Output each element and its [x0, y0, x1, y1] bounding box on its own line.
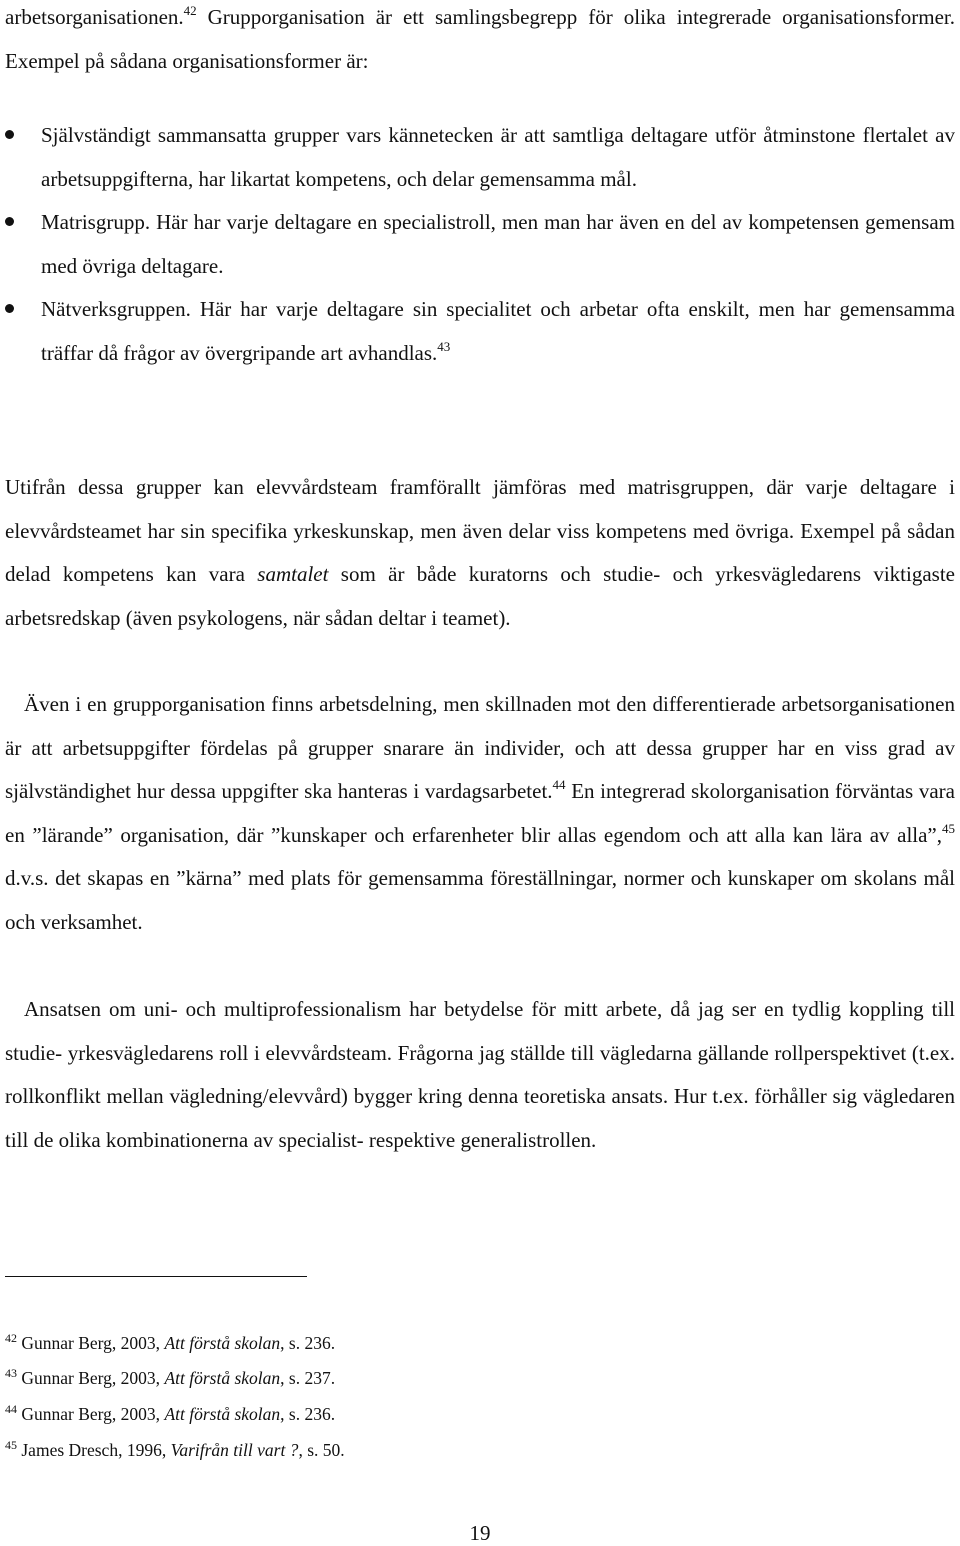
bullet-icon	[5, 304, 14, 313]
list-item-text	[41, 288, 955, 375]
footnote-text: , s. 236.	[280, 1404, 336, 1424]
list-item	[0, 288, 960, 375]
footnote-number: 44	[5, 1402, 17, 1416]
footnote-text: , s. 50.	[298, 1440, 345, 1460]
para2-text-a: Även i en grupporganisation finns arbetsdelning, men skillnaden mot den differentierade arbetsorganisationen är att arbetsuppgifter fördelas på grupper snarare än individer, och att dessa grupper har en viss grad av självständighet hur dessa uppgifter ska hanteras i vardagsarbetet.	[5, 692, 955, 804]
footnote-title: Att förstå skolan	[164, 1404, 281, 1424]
footnote-ref-44[interactable]: 44	[552, 777, 566, 793]
bullet-icon	[5, 130, 14, 139]
footnote-ref-45[interactable]: 45	[942, 820, 955, 836]
para1-emphasis: samtalet	[257, 562, 329, 587]
para1-text-b: som är både kuratorns och studie- och yrkesvägledarens viktigaste arbetsredskap (även psykologens, när sådan deltar i teamet).	[5, 562, 955, 630]
intro-paragraph	[5, 0, 955, 83]
footnote-title: Att förstå skolan	[164, 1368, 281, 1388]
footnote-text: Gunnar Berg, 2003,	[17, 1404, 165, 1424]
para3-text: Ansatsen om uni- och multiprofessionalism har betydelse för mitt arbete, då jag ser en tydlig koppling till studie- yrkesvägledarens roll i elevvårdsteam. Frågorna jag ställde till vägledarna gällande rollperspektivet (t.ex. rollkonflikt mellan vägledning/elevvård) bygger kring denna teoretiska ansats. Hur t.ex. förhåller sig vägledaren till de olika kombinationerna av specialist- respektive generalistrollen.	[5, 997, 955, 1152]
list-item-term: Självständigt sammansatta grupper vars kännetecken är att samtliga deltagare utför åtminstone flertalet av arbetsuppgifterna, har likartat kompetens, och delar gemensamma mål.	[41, 123, 955, 191]
body-paragraph-2	[5, 683, 955, 945]
body-paragraph-3	[5, 988, 955, 1162]
list-item	[0, 201, 960, 288]
footnote-title: Varifrån till vart ?	[170, 1440, 299, 1460]
footnote-text: , s. 237.	[280, 1368, 336, 1388]
para2-text-b: En integrerad skolorganisation förväntas vara en ”lärande” organisation, där ”kunskaper och erfarenheter blir allas egendom och att alla kan lära av alla”,	[5, 779, 955, 847]
intro-text-a: arbetsorganisationen.	[5, 5, 184, 29]
footnote-title: Att förstå skolan	[164, 1333, 281, 1353]
intro-text-b: Grupporganisation är ett samlingsbegrepp för olika integrerade organisationsformer. Exempel på sådana organisationsformer är:	[5, 5, 955, 73]
footnote-43	[5, 1368, 335, 1388]
list-item-rest: Här har varje deltagare sin specialitet och arbetar ofta enskilt, men har gemensamma träffar då frågor av övergripande art avhandlas.	[41, 297, 955, 365]
footnote-text: James Dresch, 1996,	[17, 1440, 171, 1460]
list-item-rest: Här har varje deltagare en specialistroll, men man har även en del av kompetensen gemensam med övriga deltagare.	[41, 210, 955, 278]
para2-text-c: d.v.s. det skapas en ”kärna” med plats för gemensamma föreställningar, normer och kunskaper om skolans mål och verksamhet.	[5, 866, 955, 934]
page-number: 19	[469, 1521, 491, 1545]
footnote-number: 42	[5, 1331, 17, 1345]
list-item	[0, 114, 960, 201]
list-item-text	[41, 114, 955, 201]
footnote-ref-43[interactable]: 43	[437, 338, 451, 354]
footnote-text: Gunnar Berg, 2003,	[17, 1333, 165, 1353]
footnote-text: Gunnar Berg, 2003,	[17, 1368, 165, 1388]
body-paragraph-1	[5, 466, 955, 640]
list-item-text	[41, 201, 955, 288]
organisation-forms-list	[0, 114, 960, 376]
footnote-separator	[5, 1276, 307, 1277]
list-item-term: Matrisgrupp.	[41, 210, 151, 235]
para1-text-a: Utifrån dessa grupper kan elevvårdsteam framförallt jämföras med matrisgruppen, där varje deltagare i elevvårdsteamet har sin specifika yrkeskunskap, men även delar viss kompetens med övriga. Exempel på sådan delad kompetens kan vara	[5, 475, 955, 587]
footnote-44	[5, 1404, 335, 1424]
footnote-45	[5, 1440, 345, 1460]
footnote-ref-42[interactable]: 42	[183, 3, 197, 18]
footnote-42	[5, 1333, 335, 1353]
list-item-term: Nätverksgruppen.	[41, 297, 191, 322]
bullet-icon	[5, 217, 14, 226]
footnote-number: 43	[5, 1366, 17, 1380]
footnote-number: 45	[5, 1438, 17, 1452]
footnote-text: , s. 236.	[280, 1333, 336, 1353]
